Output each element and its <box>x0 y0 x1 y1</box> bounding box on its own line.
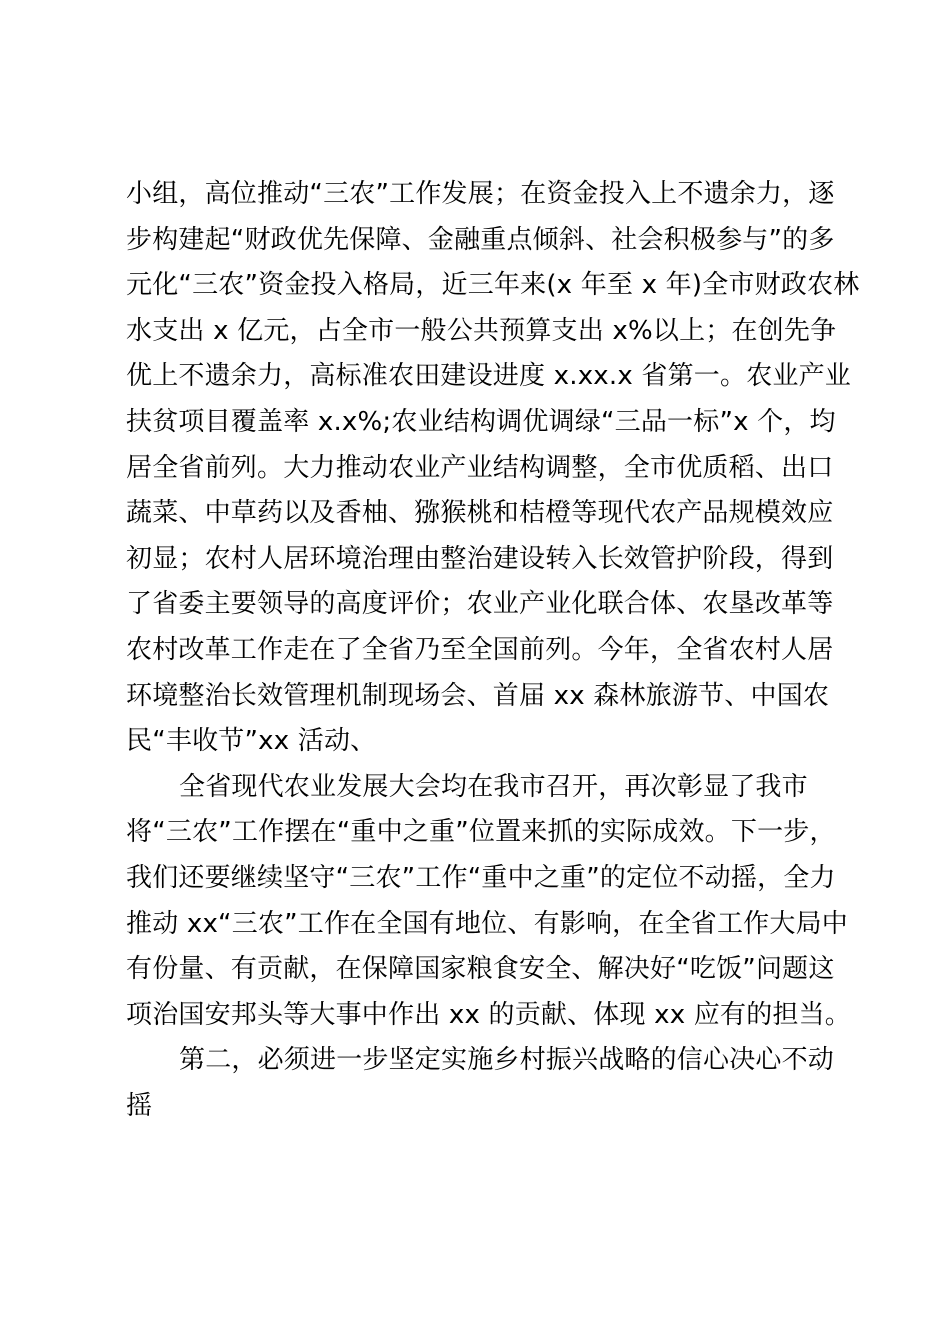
text-line: 步构建起“财政优先保障、金融重点倾斜、社会积极参与”的多 <box>126 224 835 255</box>
text-line: 农村改革工作走在了全省乃至全国前列。今年，全省农村人居 <box>126 634 834 665</box>
text-line: 推动 xx“三农”工作在全国有地位、有影响，在全省工作大局中 <box>126 908 848 939</box>
text-line: 初显；农村人居环境治理由整治建设转入长效管护阶段，得到 <box>126 543 834 574</box>
text-line: 第二，必须进一步坚定实施乡村振兴战略的信心决心不动 <box>179 1045 835 1076</box>
text-line: 水支出 x 亿元，占全市一般公共预算支出 x%以上；在创先争 <box>126 315 837 346</box>
text-line: 项治国安邦头等大事中作出 xx 的贡献、体现 xx 应有的担当。 <box>126 999 852 1030</box>
text-line: 了省委主要领导的高度评价；农业产业化联合体、农垦改革等 <box>126 589 834 620</box>
text-line: 小组，高位推动“三农”工作发展；在资金投入上不遗余力，逐 <box>126 179 835 209</box>
text-line: 有份量、有贡献，在保障国家粮食安全、解决好“吃饭”问题这 <box>126 954 835 985</box>
text-line: 全省现代农业发展大会均在我市召开，再次彰显了我市 <box>179 771 808 802</box>
text-line: 环境整治长效管理机制现场会、首届 xx 森林旅游节、中国农 <box>126 680 830 711</box>
text-line: 优上不遗余力，高标准农田建设进度 x.xx.x 省第一。农业产业 <box>126 361 852 392</box>
text-line: 将“三农”工作摆在“重中之重”位置来抓的实际成效。下一步， <box>126 817 836 848</box>
text-line: 民“丰收节”xx 活动、 <box>126 726 377 757</box>
text-line: 元化“三农”资金投入格局，近三年来(x 年至 x 年)全市财政农林 <box>126 270 860 301</box>
text-line: 摇 <box>126 1090 153 1121</box>
text-line: 蔬菜、中草药以及香柚、猕猴桃和桔橙等现代农产品规模效应 <box>126 498 834 529</box>
body-text <box>126 172 860 1129</box>
text-line: 扶贫项目覆盖率 x.x%;农业结构调优调绿“三品一标”x 个，均 <box>126 406 836 437</box>
text-line: 居全省前列。大力推动农业产业结构调整，全市优质稻、出口 <box>126 452 834 483</box>
text-line: 我们还要继续坚守“三农”工作“重中之重”的定位不动摇，全力 <box>126 862 836 893</box>
